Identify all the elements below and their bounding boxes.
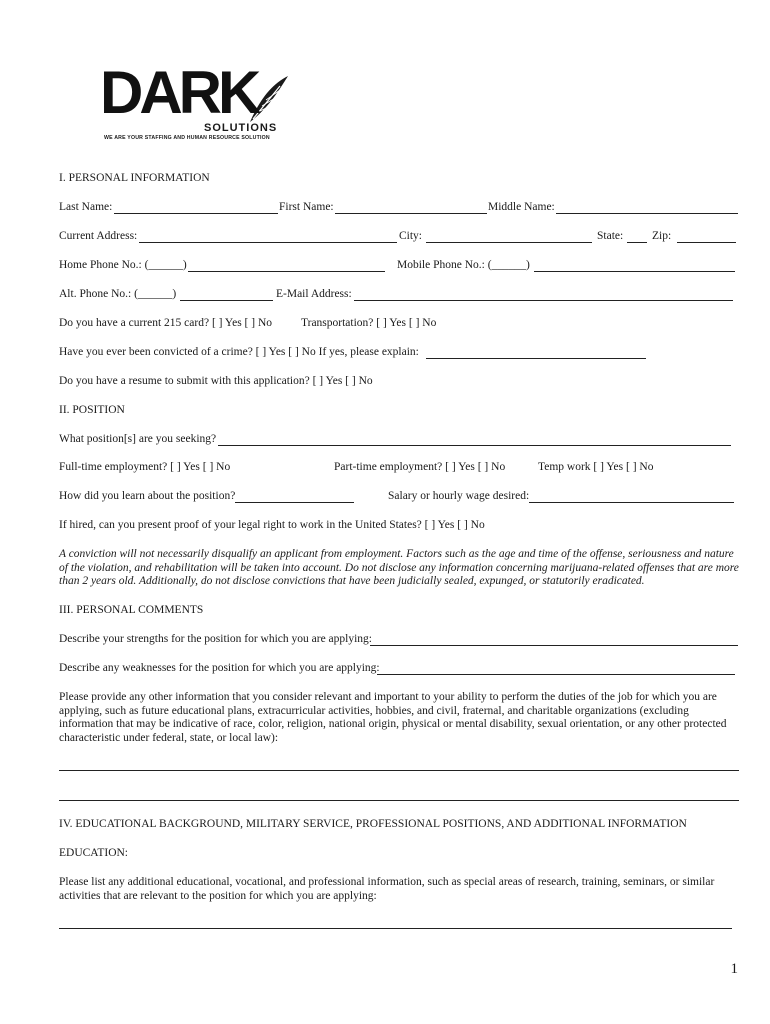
education-paragraph: Please list any additional educational, vocational, and professional information, such as special areas of research, training, seminars, or similar activities that are relevant to the position for which you are applying:	[59, 876, 715, 902]
middle-name-field[interactable]	[556, 213, 738, 214]
first-name-label: First Name:	[279, 201, 334, 213]
strengths-field[interactable]	[370, 645, 738, 646]
convicted-question[interactable]: Have you ever been convicted of a crime? [ ] Yes [ ] No If yes, please explain:	[59, 346, 419, 358]
weaknesses-field[interactable]	[377, 674, 735, 675]
section-personal-comments: III. PERSONAL COMMENTS	[59, 604, 204, 616]
conviction-note: A conviction will not necessarily disqualify an applicant from employment. Factors such as the age and time of the offense, seriousness and nature of the violation, and rehabilitation will be taken into account. Do not disclose any information concerning marijuana-related offenses that are more than 2 years old. Additionally, do not disclose convictions that have been judicially sealed, expunged, or statutorily eradicated.	[59, 548, 739, 587]
current-address-label: Current Address:	[59, 230, 138, 242]
transportation-question[interactable]: Transportation? [ ] Yes [ ] No	[301, 317, 437, 329]
position-seeking-label: What position[s] are you seeking?	[59, 433, 217, 445]
zip-label: Zip:	[652, 230, 672, 242]
other-info-line-2[interactable]	[59, 800, 739, 801]
first-name-field[interactable]	[335, 213, 487, 214]
education-line-1[interactable]	[59, 928, 732, 929]
city-field[interactable]	[426, 242, 592, 243]
salary-label: Salary or hourly wage desired:	[388, 490, 530, 502]
other-info-paragraph: Please provide any other information that you consider relevant and important to your ability to perform the duties of the job for which you are applying, such as future educational plans, extracurricular activities, hobbies, and civil, fraternal, and charitable organizations (excluding information that may be indicative of race, color, religion, national origin, physical or mental disability, sexual orientation, or any other protected characteristic under federal, state, or local law):	[59, 691, 727, 744]
state-label: State:	[597, 230, 624, 242]
part-time-question[interactable]: Part-time employment? [ ] Yes [ ] No	[334, 461, 506, 473]
weaknesses-label: Describe any weaknesses for the position for which you are applying:	[59, 662, 380, 674]
strengths-label: Describe your strengths for the position for which you are applying:	[59, 633, 372, 645]
alt-phone-field[interactable]	[180, 300, 273, 301]
alt-phone-label: Alt. Phone No.: (______)	[59, 288, 177, 300]
section-educational-background: IV. EDUCATIONAL BACKGROUND, MILITARY SERVICE, PROFESSIONAL POSITIONS, AND ADDITIONAL INFORMATION	[59, 818, 687, 830]
state-field[interactable]	[627, 242, 647, 243]
current-address-field[interactable]	[139, 242, 397, 243]
mobile-phone-label: Mobile Phone No.: (______)	[397, 259, 530, 271]
home-phone-field[interactable]	[188, 271, 385, 272]
legal-right-question[interactable]: If hired, can you present proof of your legal right to work in the United States? [ ] Yes [ ] No	[59, 519, 485, 531]
section-personal-information: I. PERSONAL INFORMATION	[59, 172, 210, 184]
learned-field[interactable]	[235, 502, 354, 503]
logo-sub: SOLUTIONS	[204, 122, 278, 134]
card-215-question[interactable]: Do you have a current 215 card? [ ] Yes [ ] No	[59, 317, 273, 329]
page-number: 1	[730, 961, 738, 977]
email-field[interactable]	[354, 300, 733, 301]
company-logo	[100, 59, 290, 144]
middle-name-label: Middle Name:	[488, 201, 555, 213]
full-time-question[interactable]: Full-time employment? [ ] Yes [ ] No	[59, 461, 231, 473]
temp-work-question[interactable]: Temp work [ ] Yes [ ] No	[538, 461, 654, 473]
resume-question[interactable]: Do you have a resume to submit with this application? [ ] Yes [ ] No	[59, 375, 373, 387]
convicted-explain-field[interactable]	[426, 358, 646, 359]
home-phone-label: Home Phone No.: (______)	[59, 259, 187, 271]
city-label: City:	[399, 230, 423, 242]
other-info-line-1[interactable]	[59, 770, 739, 771]
last-name-label: Last Name:	[59, 201, 113, 213]
learned-label: How did you learn about the position?	[59, 490, 236, 502]
position-seeking-field[interactable]	[218, 445, 731, 446]
section-position: II. POSITION	[59, 404, 125, 416]
last-name-field[interactable]	[114, 213, 278, 214]
email-label: E-Mail Address:	[276, 288, 352, 300]
mobile-phone-field[interactable]	[534, 271, 735, 272]
education-heading: EDUCATION:	[59, 847, 128, 859]
logo-tagline: WE ARE YOUR STAFFING AND HUMAN RESOURCE SOLUTION	[104, 135, 270, 141]
salary-field[interactable]	[529, 502, 734, 503]
logo-name: DARK	[100, 59, 258, 126]
zip-field[interactable]	[677, 242, 736, 243]
